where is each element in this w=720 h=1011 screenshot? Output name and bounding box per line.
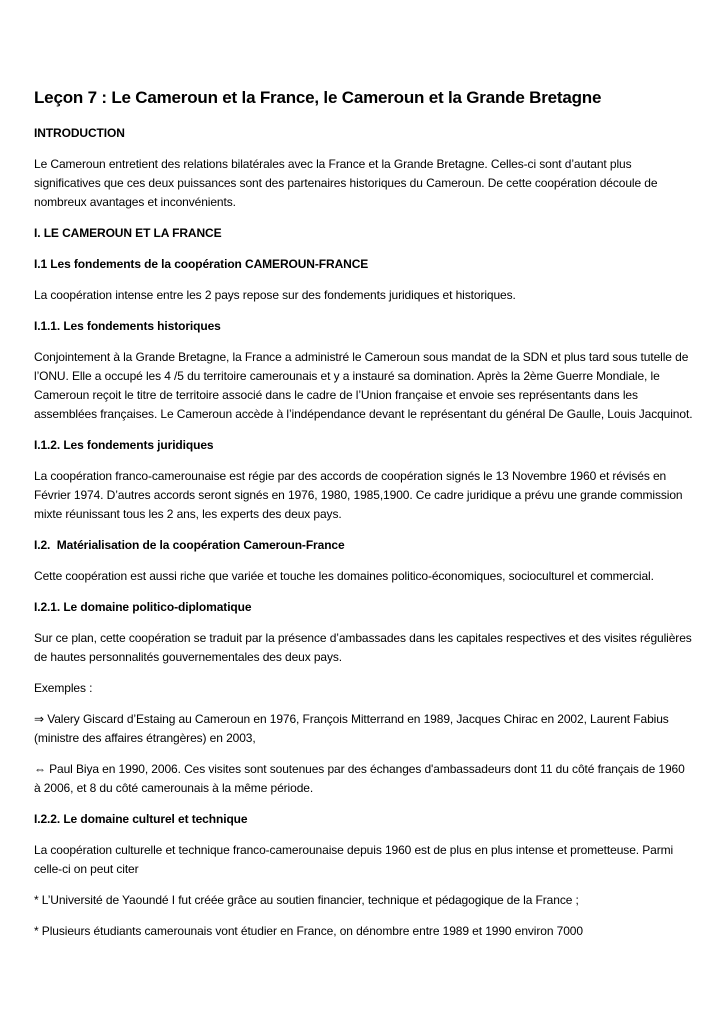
paragraph-exemple-visites-france: ⇒ Valery Giscard d’Estaing au Cameroun en 1976, François Mitterrand en 1989, Jacques Chirac en 2002, Laurent Fabius (ministre des affaires étrangères) en 2003, [34,712,672,745]
paragraph-exemples-label: Exemples : [34,681,93,695]
heading-section-1-2: I.2. Matérialisation de la coopération Cameroun-France [34,538,345,552]
document-title: Leçon 7 : Le Cameroun et la France, le Cameroun et la Grande Bretagne [34,88,602,107]
paragraph-fondements-juridiques: La coopération franco-camerounaise est régie par des accords de coopération signés le 13 Novembre 1960 et révisés en Février 1974. D’autres accords seront signés en 1976, 1980, 1985,1900. Ce cadre juridique a prévu une grande commission mixte réunissant tous les 2 ans, les experts des deux pays. [34,469,686,521]
heading-section-1-2-1: I.2.1. Le domaine politico-diplomatique [34,600,252,614]
paragraph-etudiants-camerounais: * Plusieurs étudiants camerounais vont étudier en France, on dénombre entre 1989 et 1990 environ 7000 [34,924,583,938]
heading-section-1-1-2: I.1.2. Les fondements juridiques [34,438,214,452]
heading-section-1-1-1: I.1.1. Les fondements historiques [34,319,221,333]
heading-introduction: INTRODUCTION [34,126,125,140]
paragraph-introduction: Le Cameroun entretient des relations bilatérales avec la France et la Grande Bretagne. Celles-ci sont d’autant plus significatives que ces deux puissances sont des partenaires historiques du Cameroun. De cette coopération découle de nombreux avantages et inconvénients. [34,157,661,209]
paragraph-culturel-technique: La coopération culturelle et technique franco-camerounaise depuis 1960 est de plus en plus intense et prometteuse. Parmi celle-ci on peut citer [34,843,677,876]
heading-section-1: I. LE CAMEROUN ET LA FRANCE [34,226,222,240]
heading-section-1-2-2: I.2.2. Le domaine culturel et technique [34,812,248,826]
paragraph-section-1-1: La coopération intense entre les 2 pays repose sur des fondements juridiques et historiques. [34,288,516,302]
paragraph-materialisation: Cette coopération est aussi riche que variée et touche les domaines politico-économiques, socioculturel et commercial. [34,569,654,583]
paragraph-universite-yaounde: * L’Université de Yaoundé I fut créée grâce au soutien financier, technique et pédagogique de la France ; [34,893,579,907]
paragraph-politico-diplomatique: Sur ce plan, cette coopération se traduit par la présence d’ambassades dans les capitales respectives et des visites régulières de hautes personnalités gouvernementales des deux pays. [34,631,695,664]
paragraph-exemple-visites-cameroun: ⇔ Paul Biya en 1990, 2006. Ces visites sont soutenues par des échanges d'ambassadeurs dont 11 du côté français de 1960 à 2006, et 8 du côté camerounais à la même période. [34,762,688,795]
heading-section-1-1: I.1 Les fondements de la coopération CAMEROUN-FRANCE [34,257,369,271]
paragraph-fondements-historiques: Conjointement à la Grande Bretagne, la France a administré le Cameroun sous mandat de la SDN et plus tard sous tutelle de l’ONU. Elle a occupé les 4 /5 du territoire camerounais et y a instauré sa domination. Après la 2ème Guerre Mondiale, le Cameroun reçoit le titre de territoire associé dans le cadre de l’Union française et envoie ses représentants dans les assemblées françaises. Le Cameroun accède à l’indépendance devant le représentant du général De Gaulle, Louis Jacquinot. [34,350,693,421]
